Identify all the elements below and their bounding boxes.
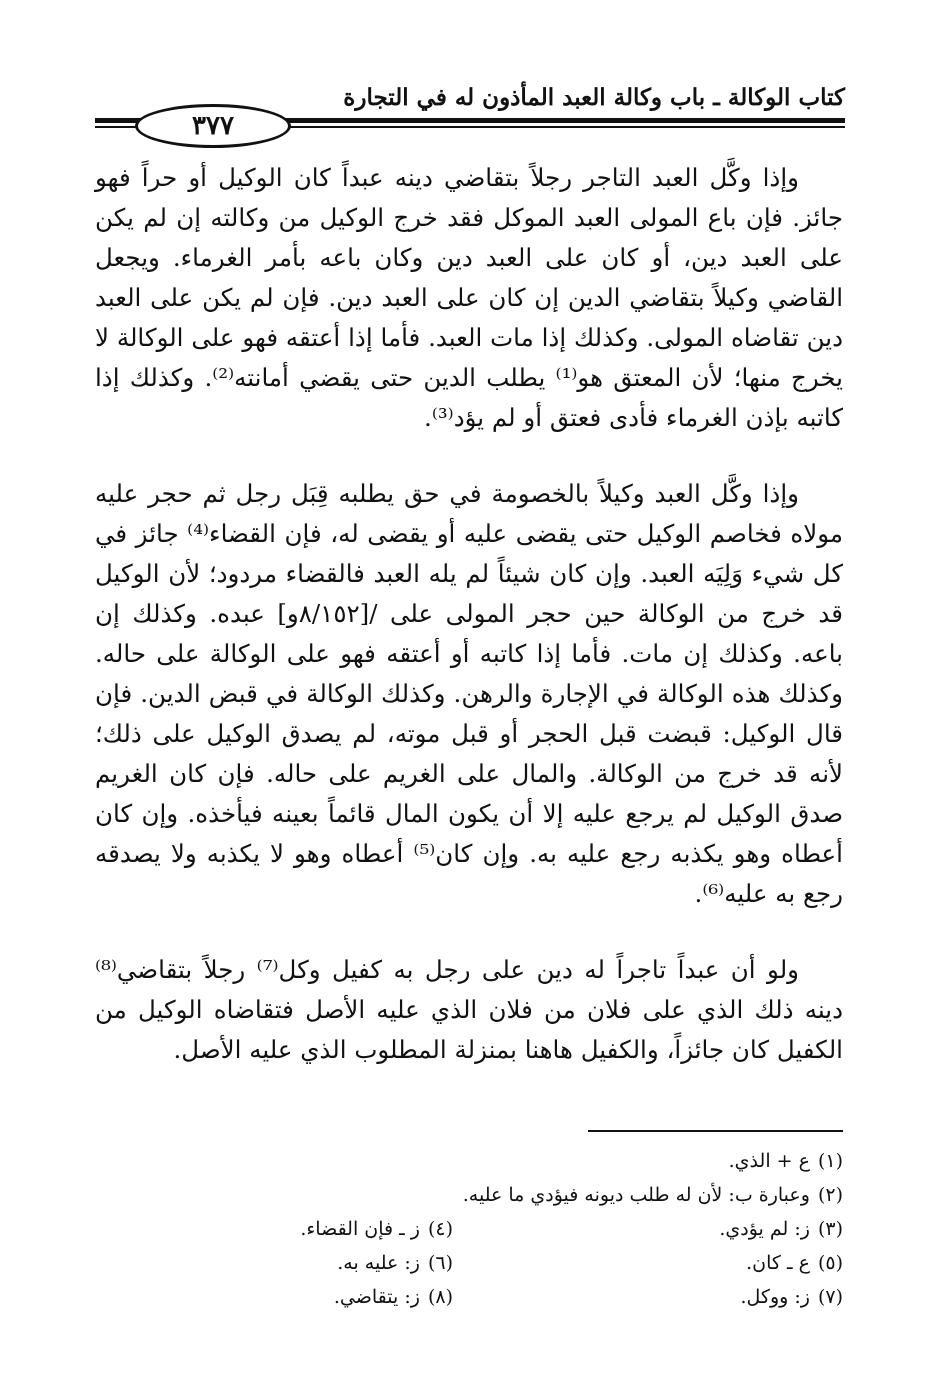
footnote-number: (٧) bbox=[817, 1286, 843, 1308]
main-text bbox=[95, 158, 843, 1070]
footnote-number: (٨) bbox=[427, 1286, 453, 1308]
running-title: كتاب الوكالة ـ باب وكالة العبد المأذون له في التجارة bbox=[343, 84, 845, 111]
footnote bbox=[334, 1280, 453, 1314]
paragraph: وإذا وكَّل العبد التاجر رجلاً بتقاضي دينه عبداً كان الوكيل أو حراً فهو جائز. فإن باع المولى العبد الموكل فقد خرج الوكيل من وكالته إن لم يكن على العبد دين، أو كان على العبد دين وكان باعه بأمر الغرماء. ويجعل القاضي وكيلاً بتقاضي الدين إن كان على العبد دين. فإن لم يكن على العبد دين تقاضاه المولى. وكذلك إذا مات العبد. فأما إذا أعتقه فهو على الوكالة لا يخرج منها؛ لأن المعتق هو⁽¹⁾ يطلب الدين حتى يقضي أمانته⁽²⁾. وكذلك إذا كاتبه بإذن الغرماء فأدى فعتق أو لم يؤد⁽³⁾. bbox=[95, 163, 843, 432]
page-number: ٣٧٧ bbox=[135, 104, 291, 148]
footnote-number: (٢) bbox=[817, 1184, 843, 1206]
footnote bbox=[300, 1212, 453, 1246]
paragraph: وإذا وكَّل العبد وكيلاً بالخصومة في حق يطلبه قِبَل رجل ثم حجر عليه مولاه فخاصم الوكيل حتى يقضى عليه أو يقضى له، فإن القضاء⁽⁴⁾ جائز في كل شيء وَلِيَه العبد. وإن كان شيئاً لم يله العبد فالقضاء مردود؛ لأن الوكيل قد خرج من الوكالة حين حجر المولى على /[٨/١٥٢و] عبده. وكذلك إن باعه. وكذلك إن مات. فأما إذا كاتبه أو أعتقه فهو على الوكالة على حاله. وكذلك هذه الوكالة في الإجارة والرهن. وكذلك الوكالة في قبض الدين. فإن قال الوكيل: قبضت قبل الحجر أو قبل موته، لم يصدق الوكيل على ذلك؛ لأنه قد خرج من الوكالة. والمال على الغريم على حاله. فإن كان الغريم صدق الوكيل لم يرجع عليه إلا أن يكون المال قائماً بعينه فيأخذه. وإن كان أعطاه وهو يكذبه رجع عليه به. وإن كان⁽⁵⁾ أعطاه وهو لا يكذبه ولا يصدقه رجع به عليه⁽⁶⁾. bbox=[95, 479, 843, 908]
footnote-number: (٣) bbox=[817, 1218, 843, 1240]
footnote-separator bbox=[588, 1130, 843, 1132]
footnote-number: (٥) bbox=[817, 1252, 843, 1274]
footnote-text: ز: ووكل. bbox=[740, 1286, 810, 1308]
footnote-text: ز ـ فإن القضاء. bbox=[300, 1218, 420, 1240]
footnote-text: ز: عليه به. bbox=[337, 1252, 420, 1274]
footnote bbox=[729, 1144, 843, 1178]
footnote-text: ع + الذي. bbox=[728, 1150, 810, 1172]
footnote-text: وعبارة ب: لأن له طلب ديونه فيؤدي ما عليه. bbox=[462, 1184, 810, 1206]
footnote bbox=[453, 1246, 843, 1280]
footnote bbox=[453, 1212, 843, 1246]
footnote-number: (٦) bbox=[427, 1252, 453, 1274]
footnote bbox=[463, 1178, 843, 1212]
footnote bbox=[337, 1246, 453, 1280]
footnote-number: (١) bbox=[817, 1150, 843, 1172]
footnote bbox=[453, 1280, 843, 1314]
paragraph: ولو أن عبداً تاجراً له دين على رجل به كفيل وكل⁽⁷⁾ رجلاً بتقاضي⁽⁸⁾ دينه ذلك الذي على فلان من فلان الذي عليه الأصل فتقاضاه الوكيل من الكفيل كان جائزاً، والكفيل هاهنا بمنزلة المطلوب الذي عليه الأصل. bbox=[95, 955, 843, 1064]
footnote-text: ز: يتقاضي. bbox=[333, 1286, 420, 1308]
page-header bbox=[95, 80, 845, 150]
footnote-text: ع ـ كان. bbox=[746, 1252, 810, 1274]
footnote-number: (٤) bbox=[427, 1218, 453, 1240]
footnote-text: ز: لم يؤدي. bbox=[719, 1218, 810, 1240]
